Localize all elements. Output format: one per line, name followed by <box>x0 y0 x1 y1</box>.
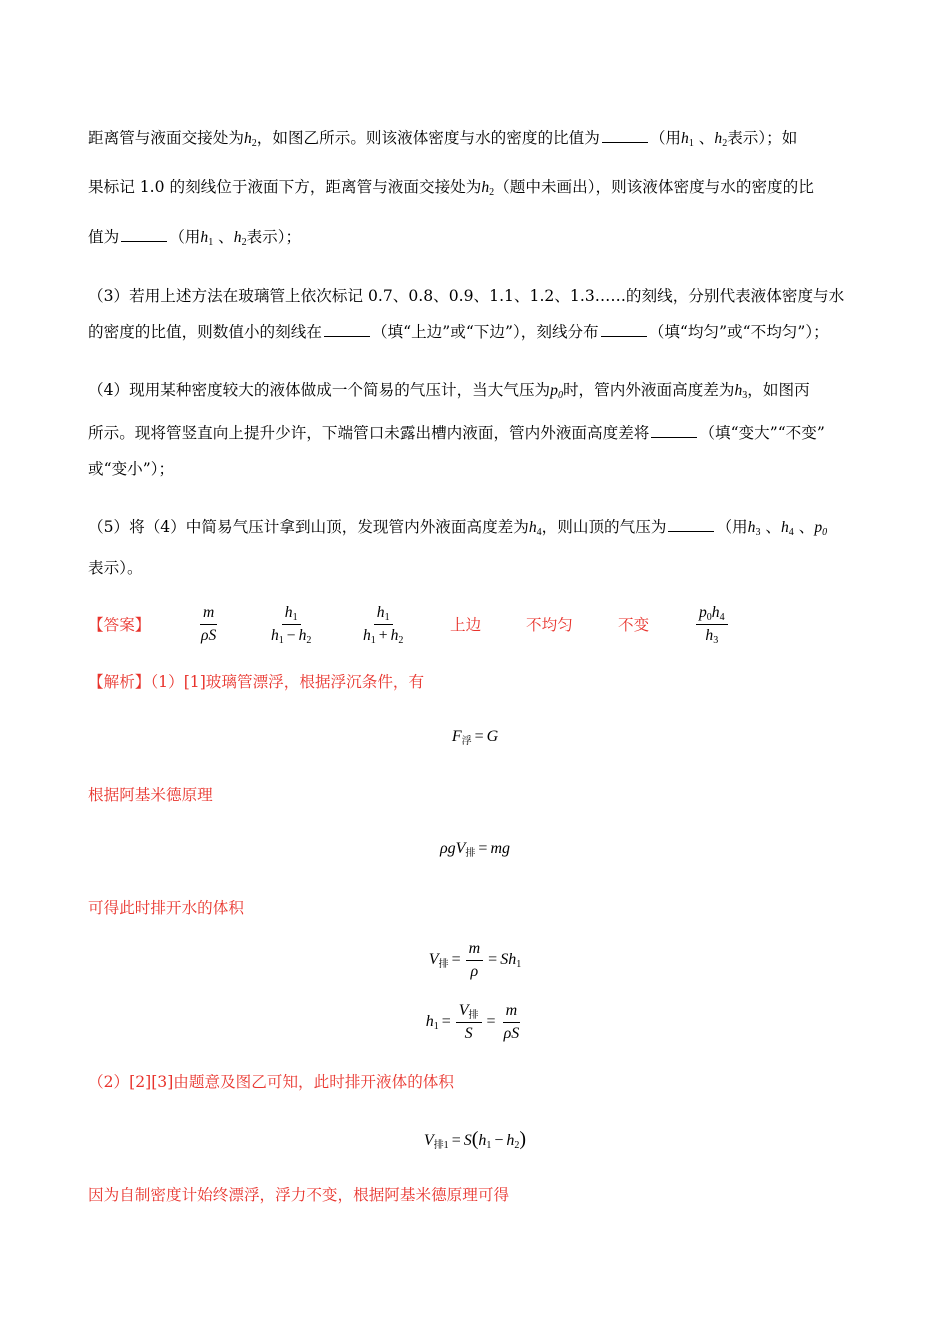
text-line: 值为 （用$h_1$ 、$h_2$表示）； <box>88 228 302 248</box>
answer-blank <box>324 322 370 337</box>
text-line: 所示。现将管竖直向上提升少许，下端管口未露出槽内液面，管内外液面高度差将 （填“变大”“不变” <box>88 424 825 442</box>
answer-blank <box>668 517 714 532</box>
analysis-heading: 【解析】（1）[1]玻璃管漂浮，根据浮沉条件，有 <box>88 673 425 691</box>
equation: $V_{排1} = S(h_1 - h_2)$ <box>423 1128 527 1151</box>
answer-item: 不变 <box>618 616 650 634</box>
text-line: 表示）。 <box>88 559 143 577</box>
answer-fraction: $\frac{m}{\rho S}$ <box>201 604 217 644</box>
text-line: 的密度的比值，则数值小的刻线在 （填“上边”或“下边”），刻线分布 （填“均匀”或“不均匀”）； <box>88 323 829 341</box>
answer-label: 【答案】 <box>88 616 151 634</box>
equation: $F_浮 = G$ <box>451 728 499 747</box>
answer-fraction: $\frac{h_1}{h_1 - h_2}$ <box>271 604 312 646</box>
answer-item: 不均匀 <box>526 616 573 634</box>
answer-fraction: $\frac{p_0h_4}{h_3}$ <box>694 604 730 645</box>
answer-blank <box>601 322 647 337</box>
analysis-text: 可得此时排开水的体积 <box>88 899 244 917</box>
text-line: （5）将（4）中简易气压计拿到山顶，发现管内外液面高度差为$h_4$，则山顶的气压为 （用$h_3$ 、$h_4$ 、$p_0$ <box>88 518 828 538</box>
text-line: 果标记 1.0 的刻线位于液面下方，距离管与液面交接处为$h_2$（题中未画出），则该液体密度与水的密度的比 <box>88 178 814 198</box>
answer-blank <box>121 227 167 242</box>
equation: $V_排$ = $\frac{m}{\rho}$ = $Sh_1$ <box>428 940 522 980</box>
answer-blank <box>651 423 697 438</box>
answer-item: 上边 <box>450 616 482 634</box>
equation: $h_1$ = $\frac{V_排}{S}$ = $\frac{m}{\rho S}$ <box>425 1002 520 1042</box>
analysis-text: 根据阿基米德原理 <box>88 786 213 804</box>
text-line: （4）现用某种密度较大的液体做成一个简易的气压计，当大气压为$p_0$时，管内外液面高度差为$h_3$，如图丙 <box>88 381 810 401</box>
equation: ρgV$_排$ = mg <box>439 840 511 859</box>
answer-fraction: $\frac{h_1}{h_1 + h_2}$ <box>363 604 404 646</box>
answer-blank <box>602 128 648 143</box>
text-line: （3）若用上述方法在玻璃管上依次标记 0.7、0.8、0.9、1.1、1.2、1.3……的刻线，分别代表液体密度与水 <box>88 287 845 305</box>
text-line: 或“变小”）； <box>88 460 175 478</box>
text-line: 距离管与液面交接处为$h_2$，如图乙所示。则该液体密度与水的密度的比值为 （用$h_1$ 、$h_2$表示）；如 <box>88 129 798 149</box>
analysis-text: （2）[2][3]由题意及图乙可知，此时排开液体的体积 <box>88 1073 454 1091</box>
analysis-text: 因为自制密度计始终漂浮，浮力不变，根据阿基米德原理可得 <box>88 1186 510 1204</box>
